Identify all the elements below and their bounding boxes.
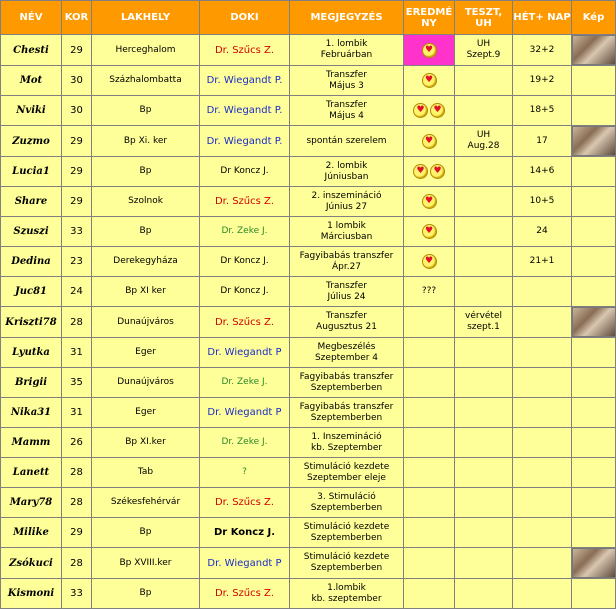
member-doctor: Dr. Szűcs Z. [200,187,290,217]
note-line-1: 1.lombik [327,582,366,593]
member-result [404,368,455,398]
note-line-2: Június 27 [325,201,368,212]
heart-smiley-icon [430,103,445,118]
member-photo [572,96,616,126]
member-test [455,247,513,277]
member-note [290,398,404,428]
member-age: 28 [62,307,92,338]
member-doctor: Dr. Wiegandt P [200,398,290,428]
member-name: Kriszti78 [1,307,62,338]
member-age: 23 [62,247,92,277]
member-name: Dedina [1,247,62,277]
member-week-day [513,579,572,609]
member-name: Mary78 [1,488,62,518]
member-doctor: Dr. Szűcs Z. [200,579,290,609]
note-line-2: Márciusban [320,231,373,242]
table-row [1,579,616,609]
note-line-2: Május 4 [329,110,364,121]
member-place: Bp XI ker [92,277,200,307]
member-test [455,96,513,126]
member-note [290,247,404,277]
note-line-1: 3. Stimuláció [317,491,376,502]
member-photo [572,247,616,277]
member-age: 28 [62,548,92,579]
table-row [1,157,616,187]
member-result [404,126,455,157]
member-week-day [513,458,572,488]
member-place: Bp [92,579,200,609]
member-week-day: 17 [513,126,572,157]
member-note [290,187,404,217]
header-nev: NÉV [1,1,62,35]
heart-smiley-icon [413,164,428,179]
result-text: ??? [421,286,437,296]
member-place: Tab [92,458,200,488]
member-photo [572,458,616,488]
note-line-1: Transzfer [326,69,367,80]
member-test [455,126,513,157]
member-age: 28 [62,488,92,518]
member-note [290,458,404,488]
member-doctor: Dr. Szűcs Z. [200,307,290,338]
member-week-day: 14+6 [513,157,572,187]
note-line-2: Május 3 [329,80,364,91]
member-week-day: 21+1 [513,247,572,277]
test-line-2: Aug.28 [467,141,500,151]
member-doctor: Dr. Szűcs Z. [200,488,290,518]
member-age: 28 [62,458,92,488]
header-row [1,1,616,35]
member-result [404,307,455,338]
member-photo [572,548,616,579]
table-row [1,66,616,96]
member-photo [572,398,616,428]
member-photo [572,157,616,187]
member-test [455,277,513,307]
note-line-1: Transzfer [326,99,367,110]
note-line-2: Júniusban [324,171,369,182]
test-line-2: Szept.9 [466,50,501,60]
member-test [455,398,513,428]
member-note [290,66,404,96]
member-age: 24 [62,277,92,307]
member-week-day: 24 [513,217,572,247]
note-line-1: Stimuláció kezdete [303,552,390,562]
table-row [1,398,616,428]
table-row [1,217,616,247]
member-place: Herceghalom [92,35,200,66]
note-line-2: kb. Szeptember [310,442,383,453]
heart-smiley-icon [422,224,437,239]
member-age: 26 [62,428,92,458]
note-line-2: Szeptember 4 [314,352,379,363]
member-test [455,217,513,247]
member-place: Eger [92,338,200,368]
header-teszt: TESZT, UH [455,1,513,35]
note-line-1: Fagyibabás transzfer [299,371,394,382]
member-note [290,338,404,368]
member-result [404,96,455,126]
member-name: Zuzmo [1,126,62,157]
member-name: Share [1,187,62,217]
member-week-day: 32+2 [513,35,572,66]
member-note [290,307,404,338]
member-name: Mamm [1,428,62,458]
note-line-1: Megbeszélés [317,341,376,352]
member-photo [572,66,616,96]
table-row [1,548,616,579]
member-doctor: Dr. Wiegandt P. [200,96,290,126]
test-line-1: UH [476,39,491,49]
member-photo [572,187,616,217]
member-age: 33 [62,579,92,609]
note-line-1: spontán szerelem [306,135,387,146]
table-row [1,187,616,217]
member-week-day [513,428,572,458]
member-place: Százhalombatta [92,66,200,96]
table-row [1,35,616,66]
member-name: Mot [1,66,62,96]
member-photo [572,35,616,66]
heart-smiley-icon [422,134,437,149]
member-photo [572,307,616,338]
test-line-1: UH [476,130,491,140]
member-doctor: Dr Koncz J. [200,157,290,187]
member-photo [572,518,616,548]
member-result [404,488,455,518]
table-row [1,247,616,277]
note-line-1: Fagyibabás transzfer [299,401,394,412]
member-result [404,277,455,307]
note-line-1: 2. lombik [325,160,368,171]
member-doctor: ? [200,458,290,488]
table-row [1,458,616,488]
note-line-2: Augusztus 21 [316,322,377,332]
note-line-2: Ápr.27 [331,261,362,272]
member-test [455,488,513,518]
member-age: 29 [62,518,92,548]
member-result [404,548,455,579]
member-photo [572,126,616,157]
table-row [1,96,616,126]
member-note [290,579,404,609]
note-line-2: Szeptemberben [310,382,383,393]
table-row [1,368,616,398]
member-result [404,66,455,96]
table-row [1,126,616,157]
member-place: Székesfehérvár [92,488,200,518]
member-age: 35 [62,368,92,398]
header-doki: DOKI [200,1,290,35]
member-place: Bp XVIII.ker [92,548,200,579]
photo-thumbnail[interactable] [572,35,616,65]
member-age: 31 [62,338,92,368]
member-week-day [513,368,572,398]
member-age: 31 [62,398,92,428]
note-line-2: Szeptemberben [310,532,383,543]
note-line-1: Fagyibabás transzfer [299,250,394,261]
member-place: Szolnok [92,187,200,217]
member-result [404,187,455,217]
member-age: 29 [62,35,92,66]
note-line-2: Februárban [320,50,373,60]
member-name: Zsókuci [1,548,62,579]
note-line-2: Szeptemberben [310,412,383,423]
member-doctor: Dr Koncz J. [200,518,290,548]
member-week-day: 19+2 [513,66,572,96]
member-place: Bp [92,217,200,247]
member-week-day [513,518,572,548]
member-result [404,157,455,187]
note-line-1: 1. Inszemináció [311,431,382,442]
member-age: 29 [62,187,92,217]
note-line-1: Transzfer [326,311,367,321]
member-name: Juc81 [1,277,62,307]
photo-thumbnail[interactable] [572,548,616,578]
member-place: Bp [92,157,200,187]
member-photo [572,217,616,247]
member-doctor: Dr. Zeke J. [200,217,290,247]
table-row [1,338,616,368]
note-line-2: Szeptember eleje [307,472,386,483]
member-doctor: Dr. Wiegandt P [200,338,290,368]
member-note [290,428,404,458]
member-note [290,217,404,247]
member-result [404,398,455,428]
note-line-1: 1 lombik [327,220,366,231]
member-age: 29 [62,126,92,157]
header-het-nap: HÉT+ NAP [513,1,572,35]
member-note [290,368,404,398]
heart-smiley-icon [422,194,437,209]
member-test [455,338,513,368]
photo-thumbnail[interactable] [572,307,616,337]
member-note [290,518,404,548]
heart-smiley-icon [422,73,437,88]
member-doctor: Dr. Wiegandt P [200,548,290,579]
member-result [404,247,455,277]
member-result [404,217,455,247]
member-test [455,579,513,609]
member-result [404,458,455,488]
member-result [404,579,455,609]
member-name: Lanett [1,458,62,488]
member-test [455,458,513,488]
member-age: 29 [62,157,92,187]
note-line-1: Transzfer [326,280,367,291]
member-note [290,277,404,307]
member-note [290,157,404,187]
heart-smiley-icon [413,103,428,118]
member-name: Lyutka [1,338,62,368]
member-test [455,548,513,579]
member-week-day: 18+5 [513,96,572,126]
member-note [290,96,404,126]
member-test [455,518,513,548]
heart-smiley-icon [422,43,437,58]
member-name: Szuszi [1,217,62,247]
member-result [404,428,455,458]
note-line-2: Szeptemberben [310,563,383,573]
member-test [455,157,513,187]
member-doctor: Dr. Zeke J. [200,368,290,398]
member-week-day [513,338,572,368]
member-doctor: Dr. Szűcs Z. [200,35,290,66]
member-week-day [513,548,572,579]
header-eredmeny: EREDMÉNY [404,1,455,35]
heart-smiley-icon [430,164,445,179]
member-name: Chesti [1,35,62,66]
member-place: Dunaújváros [92,307,200,338]
member-result [404,338,455,368]
member-test [455,187,513,217]
member-week-day [513,277,572,307]
table-row [1,307,616,338]
member-place: Dunaújváros [92,368,200,398]
heart-smiley-icon [422,254,437,269]
photo-thumbnail[interactable] [572,126,616,156]
member-photo [572,579,616,609]
note-line-1: Stimuláció kezdete [303,521,390,532]
member-photo [572,338,616,368]
member-name: Nviki [1,96,62,126]
table-row [1,518,616,548]
member-name: Milike [1,518,62,548]
note-line-2: Szeptemberben [310,502,383,513]
member-test [455,35,513,66]
member-name: Kismoni [1,579,62,609]
member-week-day [513,398,572,428]
member-place: Bp Xi. ker [92,126,200,157]
note-line-1: 1. lombik [325,39,368,49]
member-photo [572,428,616,458]
header-megjegyzes: MEGJEGYZÉS [290,1,404,35]
member-photo [572,488,616,518]
test-line-1: vérvétel [465,311,502,321]
member-result [404,35,455,66]
member-test [455,307,513,338]
member-week-day: 10+5 [513,187,572,217]
member-photo [572,368,616,398]
member-doctor: Dr. Zeke J. [200,428,290,458]
table-row [1,428,616,458]
member-place: Bp [92,518,200,548]
member-week-day [513,307,572,338]
member-name: Lucia1 [1,157,62,187]
note-line-1: 2. inszemináció [311,190,382,201]
header-kep: Kép [572,1,616,35]
member-place: Bp [92,96,200,126]
member-test [455,428,513,458]
member-note [290,126,404,157]
member-test [455,66,513,96]
member-name: Brigii [1,368,62,398]
note-line-1: Stimuláció kezdete [303,461,390,472]
test-line-2: szept.1 [467,322,500,332]
member-result [404,518,455,548]
member-note [290,488,404,518]
member-place: Eger [92,398,200,428]
note-line-2: kb. szeptember [311,593,382,604]
member-doctor: Dr Koncz J. [200,247,290,277]
member-note [290,548,404,579]
member-age: 30 [62,66,92,96]
header-kor: KOR [62,1,92,35]
member-age: 33 [62,217,92,247]
table-row [1,277,616,307]
member-doctor: Dr. Wiegandt P. [200,66,290,96]
member-name: Nika31 [1,398,62,428]
table-row [1,488,616,518]
member-age: 30 [62,96,92,126]
member-test [455,368,513,398]
member-doctor: Dr Koncz J. [200,277,290,307]
member-doctor: Dr. Wiegandt P. [200,126,290,157]
member-place: Derekegyháza [92,247,200,277]
member-place: Bp XI.ker [92,428,200,458]
member-week-day [513,488,572,518]
table-body [1,35,616,609]
member-note [290,35,404,66]
note-line-2: Július 24 [327,291,366,302]
member-photo [572,277,616,307]
header-lakhely: LAKHELY [92,1,200,35]
